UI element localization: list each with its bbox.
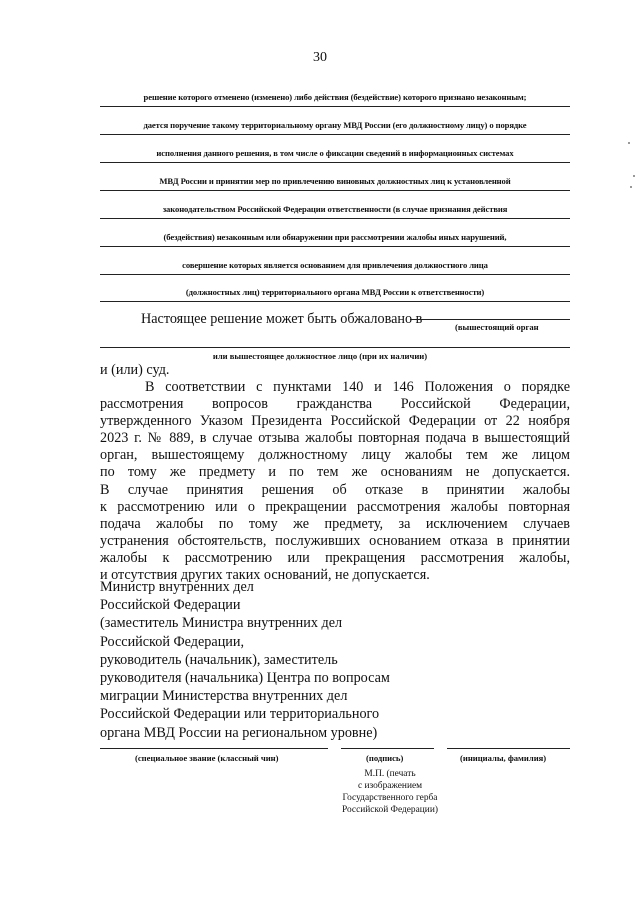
signatory-line: Российской Федерации	[100, 597, 241, 614]
paragraph-line: утвержденного Указом Президента Российской Федерации от 22 ноября	[100, 413, 570, 430]
scan-speck	[630, 186, 632, 188]
paragraph-line: и отсутствия других таких оснований, не допускается.	[100, 567, 430, 584]
signatory-line: руководителя (начальника) Центра по вопросам	[100, 670, 390, 687]
name-caption: (инициалы, фамилия)	[460, 753, 547, 763]
page-number: 30	[313, 50, 327, 65]
appeal-body-line	[410, 315, 570, 320]
paragraph-line: рассмотрения вопросов гражданства Российской Федерации,	[100, 396, 570, 413]
signature-caption: (подпись)	[366, 753, 404, 763]
signatory-line: руководитель (начальник), заместитель	[100, 651, 338, 668]
paragraph-line: жалобы к рассмотрению или прекращения рассмотрения жалобы,	[100, 549, 570, 566]
stamp-line: М.П. (печать	[364, 769, 416, 779]
signatory-line: Российской Федерации или территориального	[100, 706, 380, 723]
stamp-placeholder	[330, 768, 450, 816]
or-court-text: и (или) суд.	[100, 362, 170, 378]
signatory-line: (заместитель Министра внутренних дел	[100, 615, 343, 632]
paragraph-line: В соответствии с пунктами 140 и 146 Положения о порядке	[145, 379, 570, 395]
appeal-official-line	[100, 333, 570, 348]
signature-line	[341, 735, 434, 749]
fill-line-7: совершение которых является основанием для привлечения должностного лица	[100, 260, 570, 275]
fill-line-3: исполнения данного решения, в том числе о фиксации сведений в информационных системах	[100, 148, 570, 163]
paragraph-line: 2023 г. № 889, в случае отзыва жалобы повторная подача в вышестоящий	[100, 430, 570, 447]
stamp-line: Российской Федерации)	[342, 805, 438, 815]
paragraph-line: орган, вышестоящему должностному лицу жалобы тем же лицом	[100, 447, 570, 464]
appeal-text: Настоящее решение может быть обжаловано в	[141, 311, 423, 327]
fill-line-2: дается поручение такому территориальному органу МВД России (его должностному лицу) о порядке	[100, 120, 570, 135]
fill-line-6: (бездействия) незаконным или обнаружении при рассмотрении жалобы иных нарушений,	[100, 232, 570, 247]
paragraph-line: В случае принятия решения об отказе в принятии жалобы	[100, 481, 570, 498]
paragraph-line: устранения обстоятельств, послуживших основанием отказа в принятии	[100, 532, 570, 549]
paragraph-line: по тому же предмету и по тем же основаниям не допускается.	[100, 464, 570, 481]
signatory-line: Министр внутренних дел	[100, 579, 254, 595]
fill-line-8: (должностных лиц) территориального органа МВД России к ответственности)	[100, 287, 570, 302]
scan-speck	[628, 142, 630, 144]
fill-line-1: решение которого отменено (изменено) либо действия (бездействие) которого признано незаконным;	[100, 92, 570, 107]
name-line	[447, 735, 570, 749]
fill-line-5: законодательством Российской Федерации ответственности (в случае признания действия	[100, 204, 570, 219]
appeal-caption-body: (вышестоящий орган	[455, 322, 539, 332]
fill-line-4: МВД России и принятии мер по привлечению виновных должностных лиц к установленной	[100, 176, 570, 191]
signatory-block	[100, 578, 390, 742]
paragraph-line: к рассмотрению или о прекращении рассмотрения жалобы повторная	[100, 498, 570, 515]
scan-speck	[633, 175, 635, 177]
signatory-line: органа МВД России на региональном уровне)	[100, 724, 378, 741]
rank-line	[100, 735, 328, 749]
stamp-line: с изображением	[357, 781, 423, 791]
appeal-caption-official: или вышестоящее должностное лицо (при их наличии)	[212, 351, 428, 361]
signatory-line: Российской Федерации,	[100, 633, 245, 650]
main-paragraph	[100, 379, 570, 584]
rank-caption: (специальное звание (классный чин)	[135, 753, 279, 763]
paragraph-line: подача жалобы по тому же предмету, за исключением случаев	[100, 515, 570, 532]
signatory-line: миграции Министерства внутренних дел	[100, 688, 348, 705]
stamp-line: Государственного герба	[342, 793, 438, 803]
